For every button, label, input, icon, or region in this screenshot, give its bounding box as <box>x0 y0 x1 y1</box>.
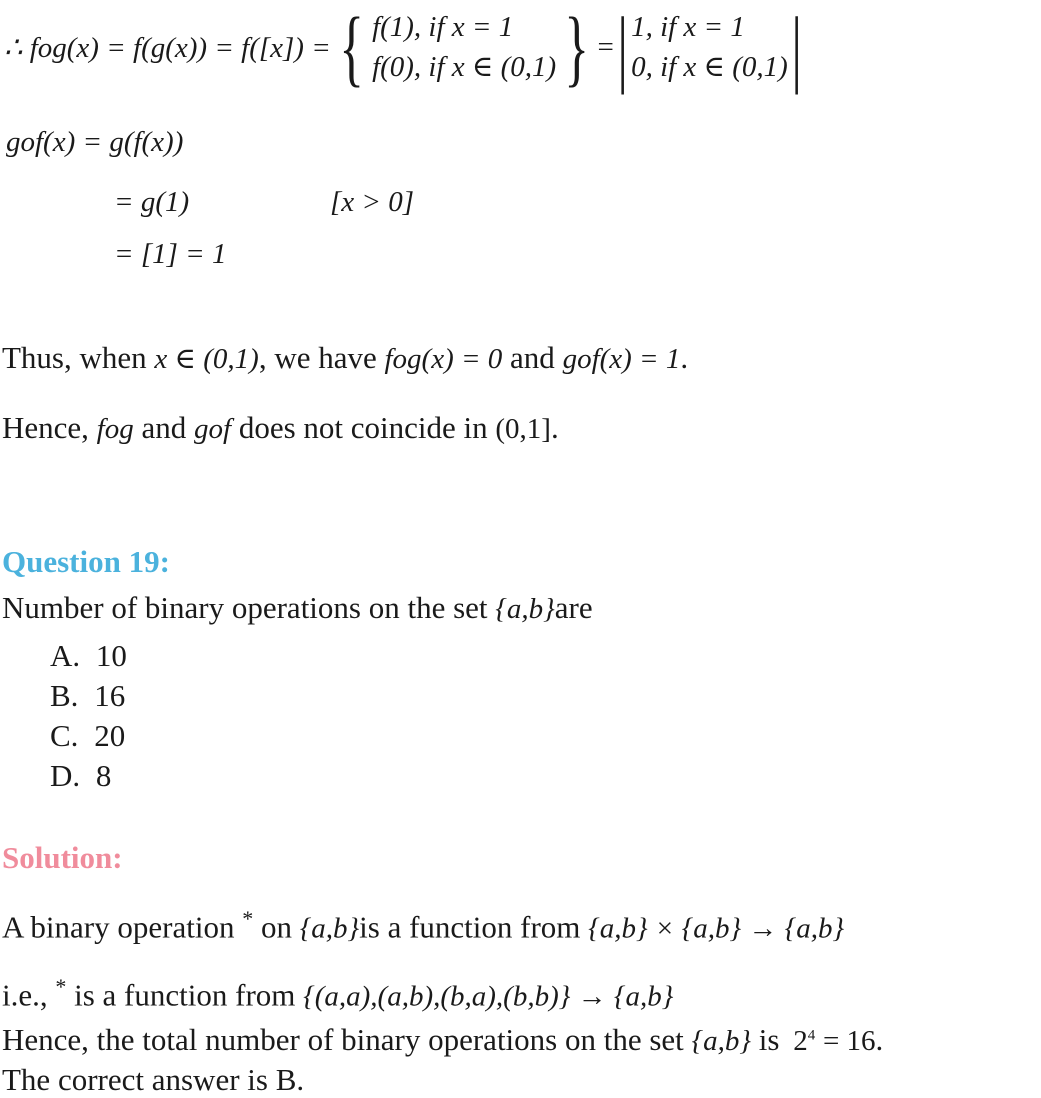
option-letter: D. <box>50 758 81 793</box>
fog-piecewise-line <box>4 0 805 95</box>
gof-step-1: = g(1) <box>114 186 190 218</box>
s3-power <box>793 1025 815 1057</box>
s3-set: {a,b} <box>691 1025 751 1057</box>
option-c <box>50 718 125 754</box>
thus-text-a: Thus, when <box>2 340 147 375</box>
option-letter: A. <box>50 638 81 673</box>
thus-text-c: and <box>510 340 555 375</box>
option-letter: C. <box>50 718 79 753</box>
hence-line <box>2 410 559 446</box>
piecewise-cases-values <box>631 7 788 87</box>
hence-math-interval: (0,1] <box>495 413 551 445</box>
hence-math-fog: fog <box>96 413 134 445</box>
solution-line-3 <box>2 1022 883 1058</box>
s1-text-a: A binary operation <box>2 909 235 945</box>
option-letter: B. <box>50 678 79 713</box>
s1-set: {a,b} <box>299 912 360 945</box>
gof-step-note: [x > 0] <box>330 186 415 218</box>
option-b <box>50 678 125 714</box>
case-f0: f(0), if x ∈ (0,1) <box>372 51 557 83</box>
case-one: 1, if x = 1 <box>631 11 745 43</box>
thus-math-gof: gof(x) = 1 <box>562 343 681 375</box>
piecewise-cases-f <box>372 7 556 87</box>
hence-math-gof: gof <box>194 413 232 445</box>
gof-step-2: = [1] = 1 <box>114 238 227 270</box>
question-set: {a,b} <box>495 593 555 625</box>
gof-definition: gof(x) = g(f(x)) <box>6 126 184 158</box>
solution-heading: Solution: <box>2 840 123 875</box>
thus-line <box>2 340 688 376</box>
thus-math-interval: x ∈ (0,1) <box>154 343 259 375</box>
s3-text-b: is <box>758 1022 780 1057</box>
s1-cartesian: {a,b} × {a,b} → {a,b} <box>588 912 845 945</box>
hence-period: . <box>550 410 559 445</box>
s3-period: . <box>875 1022 884 1057</box>
option-value: 20 <box>94 718 126 753</box>
solution-line-1 <box>2 906 844 945</box>
hence-text-b: and <box>141 410 187 445</box>
right-brace-2: | <box>791 0 802 95</box>
option-a <box>50 638 127 674</box>
left-brace: { <box>339 0 364 95</box>
thus-period: . <box>680 340 689 375</box>
thus-math-fog: fog(x) = 0 <box>384 343 503 375</box>
hence-text-c: does not coincide in <box>238 410 488 445</box>
s3-exponent: 4 <box>807 1027 816 1044</box>
s1-star: * <box>242 906 254 931</box>
s2-star: * <box>55 974 67 999</box>
equals-sign: = <box>597 30 614 63</box>
s2-pairs: {(a,a),(a,b),(b,a),(b,b)} → {a,b} <box>303 980 674 1013</box>
option-value: 16 <box>94 678 126 713</box>
s1-text-c: is a function from <box>359 909 581 945</box>
s3-text-a: Hence, the total number of binary operations on the set <box>2 1022 684 1057</box>
option-d <box>50 758 111 794</box>
left-brace-2: | <box>617 0 628 95</box>
thus-text-b: , we have <box>258 340 377 375</box>
solution-answer: The correct answer is B. <box>2 1062 305 1097</box>
hence-text-a: Hence, <box>2 410 89 445</box>
question-text <box>2 590 593 626</box>
case-zero: 0, if x ∈ (0,1) <box>631 51 788 83</box>
s1-text-b: on <box>260 909 292 945</box>
s3-base: 2 <box>793 1025 808 1057</box>
case-f1: f(1), if x = 1 <box>372 11 514 43</box>
s2-text-b: is a function from <box>74 977 296 1013</box>
question-text-b: are <box>554 590 593 625</box>
s2-text-a: i.e., <box>2 977 48 1013</box>
s3-result: = 16 <box>822 1025 876 1057</box>
question-heading: Question 19: <box>2 544 170 579</box>
question-text-a: Number of binary operations on the set <box>2 590 488 625</box>
option-value: 10 <box>95 638 127 673</box>
right-brace: } <box>564 0 590 95</box>
solution-line-2 <box>2 974 673 1013</box>
fog-definition: ∴ fog(x) = f(g(x)) = f([x]) = <box>4 31 331 64</box>
option-value: 8 <box>95 758 112 793</box>
